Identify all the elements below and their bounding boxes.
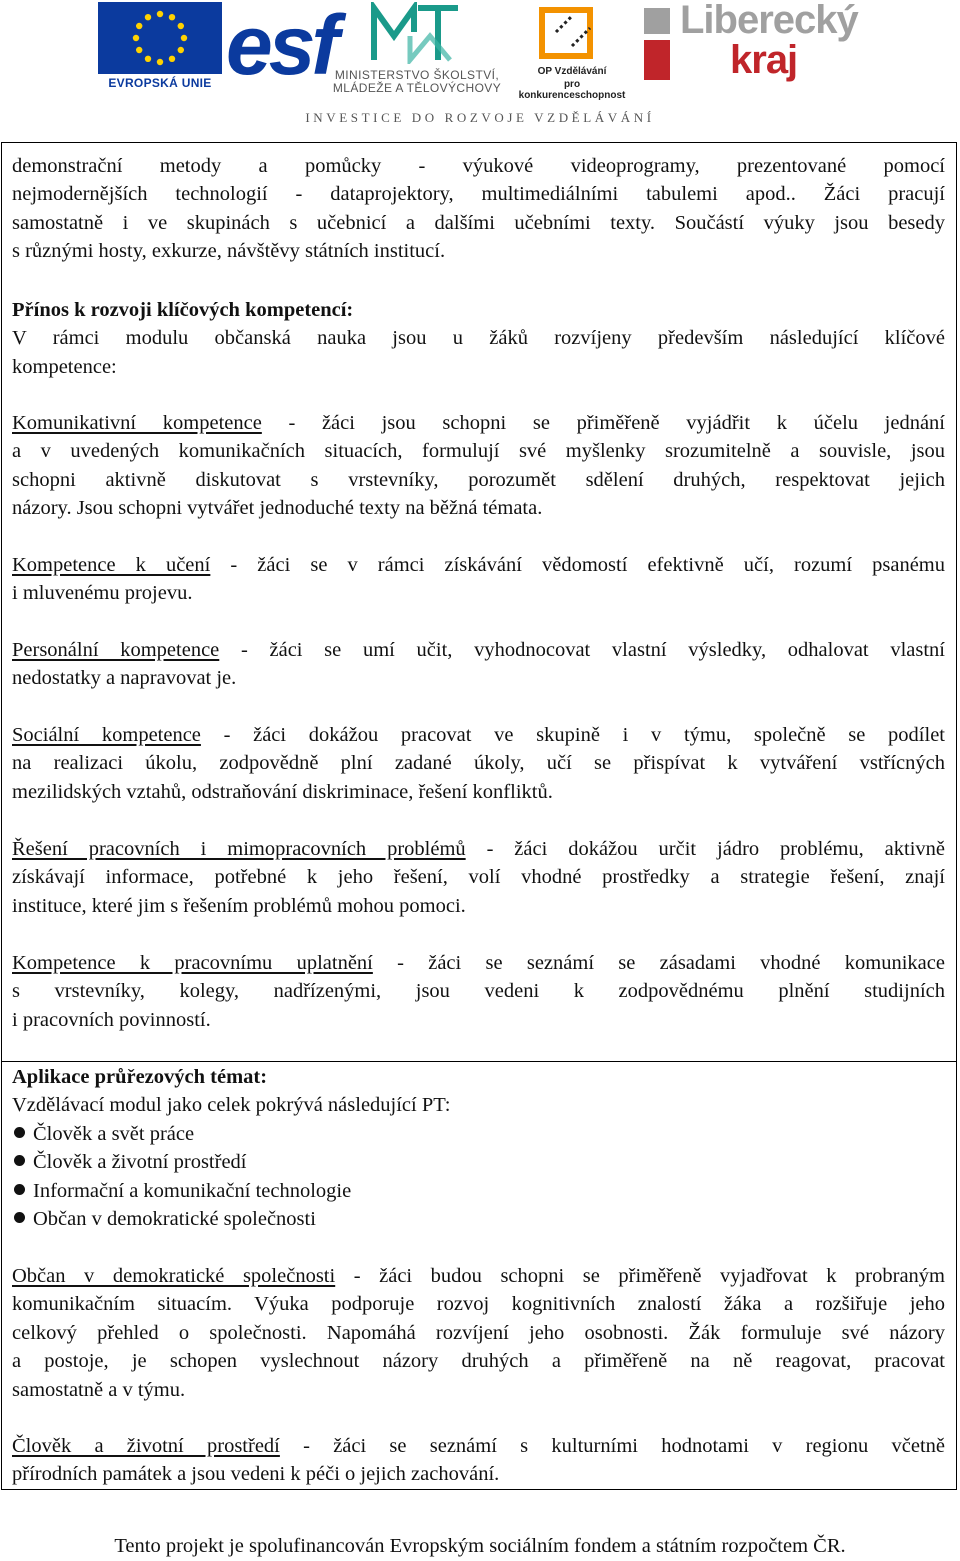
- bullet-icon: [14, 1127, 25, 1138]
- kompetence-item-pracovni-uplatneni: Kompetence k pracovnímu uplatnění - žáci se seznámí se zásadami vhodné komunikace s vrstevníky, kolegy, nadřízenými, jsou vedeni k zodpovědnému plnění studijních i pracovních povinností.: [12, 952, 945, 1031]
- kompetence-term: Sociální kompetence: [12, 724, 201, 746]
- section-divider: [1, 1061, 957, 1062]
- kompetence-term: Personální kompetence: [12, 639, 220, 661]
- list-item: Člověk a svět práce: [12, 1120, 945, 1148]
- list-item: Občan v demokratické společnosti: [12, 1205, 945, 1233]
- kompetence-item-reseni-problemu: Řešení pracovních i mimopracovních problémů - žáci dokážou určit jádro problému, aktivně získávají informace, potřebné k jeho řešení, volí vhodné prostředky a strategie řešení, znají instituce, které jim s řešením problémů mohou pomoci.: [12, 838, 945, 917]
- msmt-label-2: MLÁDEŽE A TĚLOVÝCHOVY: [332, 81, 502, 95]
- op-label-2: pro konkurenceschopnost: [518, 79, 626, 101]
- kompetence-item-komunikativni: Komunikativní kompetence - žáci jsou schopni se přiměřeně vyjádřit k účelu jednání a v uvedených komunikačních situacích, formulují své myšlenky srozumitelně a souvisle, jsou schopni aktivně diskutovat s vrstevníky, porozumět sdělení druhých, respektovat jejich názory. Jsou schopni vytvářet jednoduché texty na běžná témata.: [12, 412, 945, 520]
- kompetence-term: Řešení pracovních i mimopracovních problémů: [12, 838, 466, 860]
- kompetence-item-socialni: Sociální kompetence - žáci dokážou pracovat ve skupině i v týmu, společně se podílet na realizaci úkolu, zodpovědně plní zadané úkoly, učí se přispívat k vytváření vstřícných mezilidských vztahů, odstraňování diskriminace, řešení konfliktů.: [12, 724, 945, 803]
- esf-logo: [226, 0, 336, 92]
- esf-label: esf: [226, 0, 336, 92]
- bullet-icon: [14, 1184, 25, 1195]
- bullet-icon: [14, 1212, 25, 1223]
- kompetence-term: Kompetence k učení: [12, 554, 211, 576]
- eu-logo: [98, 2, 222, 90]
- op-mark-icon: [532, 2, 612, 64]
- tagline: INVESTICE DO ROZVOJE VZDĚLÁVÁNÍ: [305, 110, 655, 125]
- kompetence-item-uceni: Kompetence k učení - žáci se v rámci získávání vědomostí efektivně učí, rozumí psanému i mluvenému projevu.: [12, 554, 946, 605]
- tema-item-obcan: Občan v demokratické společnosti - žáci budou schopni se přiměřeně vyjadřovat k probraným komunikačním situacím. Výuka podporuje rozvoj kognitivních znalostí žáka a rozšiřuje jeho celkový přehled o společnosti. Napomáhá rozvíjení jeho osobnosti. Žák formuluje své názory a postoje, je schopen vyslechnout názory druhých a přiměřeně na ně reagovat, pracovat samostatně a v týmu.: [12, 1265, 945, 1401]
- msmt-mark-icon: [370, 2, 464, 64]
- tema-term: Člověk a životní prostředí: [12, 1435, 280, 1457]
- tema-item-zivotni-prostredi: Člověk a životní prostředí - žáci se seznámí s kulturními hodnotami v regionu včetně přírodních památek a jsou vedeni k péči o jejich zachování.: [12, 1435, 945, 1486]
- temata-heading: Aplikace průřezových témat:: [12, 1066, 268, 1088]
- eu-label: EVROPSKÁ UNIE: [108, 76, 212, 90]
- tema-term: Občan v demokratické společnosti: [12, 1265, 336, 1287]
- kraj-label-1: Liberecký: [680, 0, 858, 42]
- kraj-label-2: kraj: [730, 38, 798, 82]
- kompetence-item-personalni: Personální kompetence - žáci se umí učit, vyhodnocovat vlastní výsledky, odhalovat vlastní nedostatky a napravovat je.: [12, 639, 945, 690]
- bullet-icon: [14, 1155, 25, 1166]
- temata-intro: Vzdělávací modul jako celek pokrývá následující PT:: [12, 1094, 451, 1117]
- kraj-mark-icon: [640, 6, 676, 82]
- temata-section: [12, 1063, 945, 1233]
- eu-flag-icon: [98, 2, 222, 74]
- intro-paragraph: demonstrační metody a pomůcky - výukové videoprogramy, prezentované pomocí nejmodernějších technologií - dataprojektory, multimediálními tabulemi apod.. Žáci pracují samostatně i ve skupinách s učebnicí a dalšími učebními texty. Součástí výuky jsou besedy s různými hosty, exkurze, návštěvy státních institucí.: [12, 155, 945, 263]
- kompetence-term: Kompetence k pracovnímu uplatnění: [12, 952, 373, 974]
- msmt-label-1: MINISTERSTVO ŠKOLSTVÍ,: [334, 68, 500, 82]
- header-logos: [0, 0, 960, 140]
- kompetence-heading: Přínos k rozvoji klíčových kompetencí:: [12, 299, 354, 321]
- op-label-1: OP Vzdělávání: [537, 66, 607, 77]
- kompetence-term: Komunikativní kompetence: [12, 412, 262, 434]
- list-item: Člověk a životní prostředí: [12, 1148, 945, 1176]
- kompetence-section: Přínos k rozvoji klíčových kompetencí: V rámci modulu občanská nauka jsou u žáků rozvíjeny především následující klíčové kompetence:: [12, 296, 945, 381]
- footer-note: Tento projekt je spolufinancován Evropským sociálním fondem a státním rozpočtem ČR.: [114, 1535, 846, 1557]
- list-item: Informační a komunikační technologie: [12, 1177, 945, 1205]
